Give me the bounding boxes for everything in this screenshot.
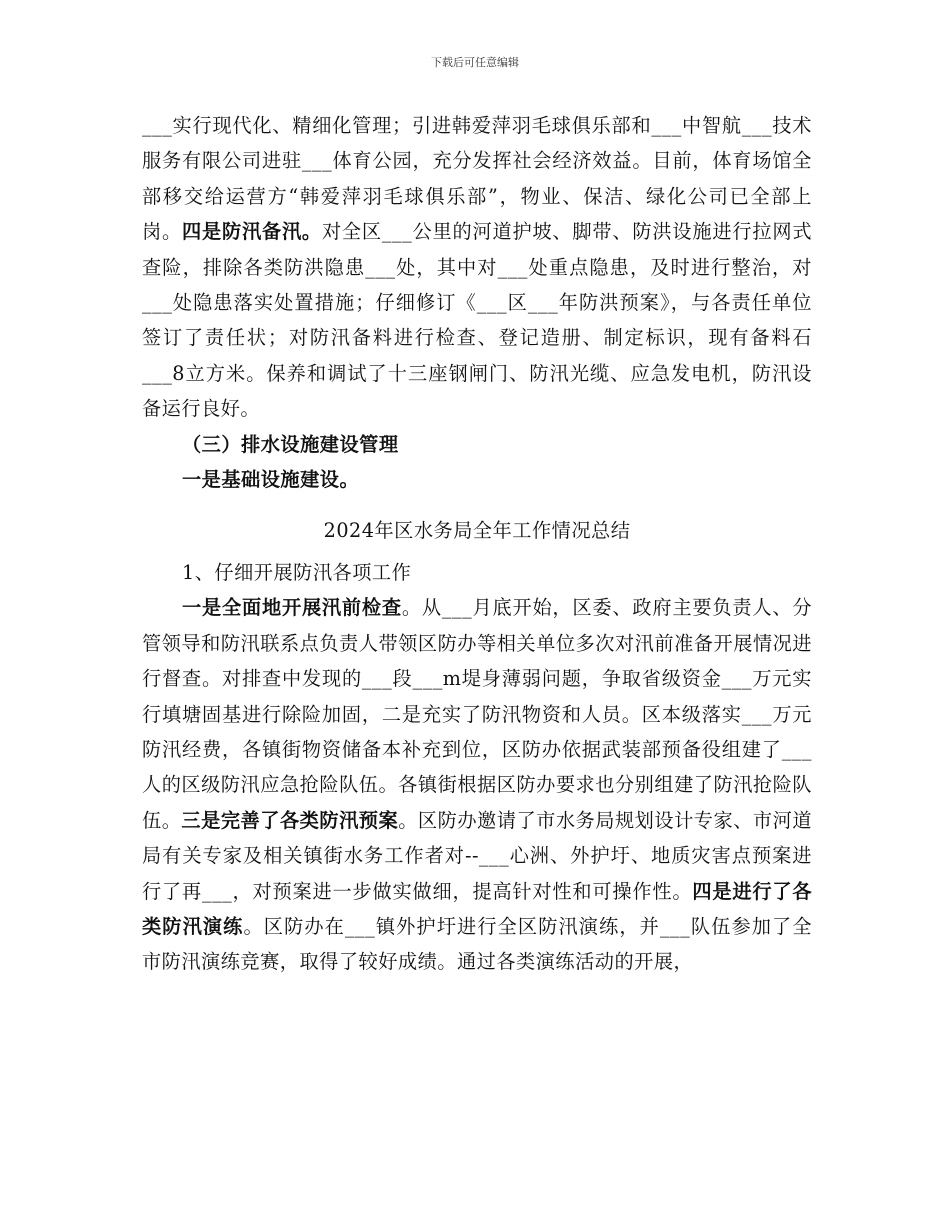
page-header: 下载后可任意编辑 — [431, 56, 519, 69]
bold-phrase: 一是全面地开展汛前检查 — [182, 596, 402, 620]
bold-phrase: 三是完善了各类防汛预案 — [181, 808, 399, 832]
document-body — [142, 108, 812, 980]
paragraph-text: 。从___月底开始，区委、政府主要负责人、分管领导和防汛联系点负责人带领区防办等相关单位多次对汛前准备开展情况进行督查。对排查中发现的___段___m堤身薄弱问题，争取省级资金___万元实行填塘固基进行除险加固，二是充实了防汛物资和人员。区本级落实___万元防汛经费，各镇街物资储备本补充到位，区防办依据武装部预备役组建了___人的区级防汛应急抢险队伍。各镇街根据区防办要求也分别组建了防汛抢险队伍。 — [142, 596, 813, 832]
paragraph-text: 对全区___公里的河道护坡、脚带、防洪设施进行拉网式查险，排除各类防洪隐患___处，其中对___处重点隐患，及时进行整治，对___处隐患落实处置措施；仔细修订《___区___年防洪预案》，与各责任单位签订了责任状；对防汛备料进行检查、登记造册、制定标识，现有备料石___8立方米。保养和调试了十三座钢闸门、防汛光缆、应急发电机，防汛设备运行良好。 — [142, 220, 813, 421]
paragraph-flood-work — [142, 590, 812, 979]
subheading-infrastructure: 一是基础设施建设。 — [182, 468, 360, 492]
section-heading-flood-work: 1、仔细开展防汛各项工作 — [182, 560, 412, 584]
section-heading-drainage: （三）排水设施建设管理 — [182, 432, 399, 456]
paragraph-flood-preparation — [142, 108, 812, 427]
paragraph-text: 。区防办在___镇外护圩进行全区防汛演练，并___队伍参加了全市防汛演练竞赛，取得了较好成绩。通过各类演练活动的开展， — [142, 914, 813, 974]
paragraph-text: ___实行现代化、精细化管理；引进韩爱萍羽毛球俱乐部和___中智航___技术服务有限公司进驻___体育公园，充分发挥社会经济效益。目前，体育场馆全部移交给运营方“韩爱萍羽毛球俱乐部”，物业、保洁、绿化公司已全部上岗。 — [142, 114, 812, 244]
paragraph-text: 。区防办邀请了市水务局规划设计专家、市河道局有关专家及相关镇街水务工作者对--___心洲、外护圩、地质灾害点预案进行了再___，对预案进一步做实做细，提高针对性和可操作性。 — [142, 808, 813, 903]
bold-phrase: 四是进行了各类防汛演练 — [142, 879, 813, 938]
document-title: 2024年区水务局全年工作情况总结 — [323, 519, 631, 543]
bold-phrase: 四是防汛备汛。 — [181, 220, 322, 244]
